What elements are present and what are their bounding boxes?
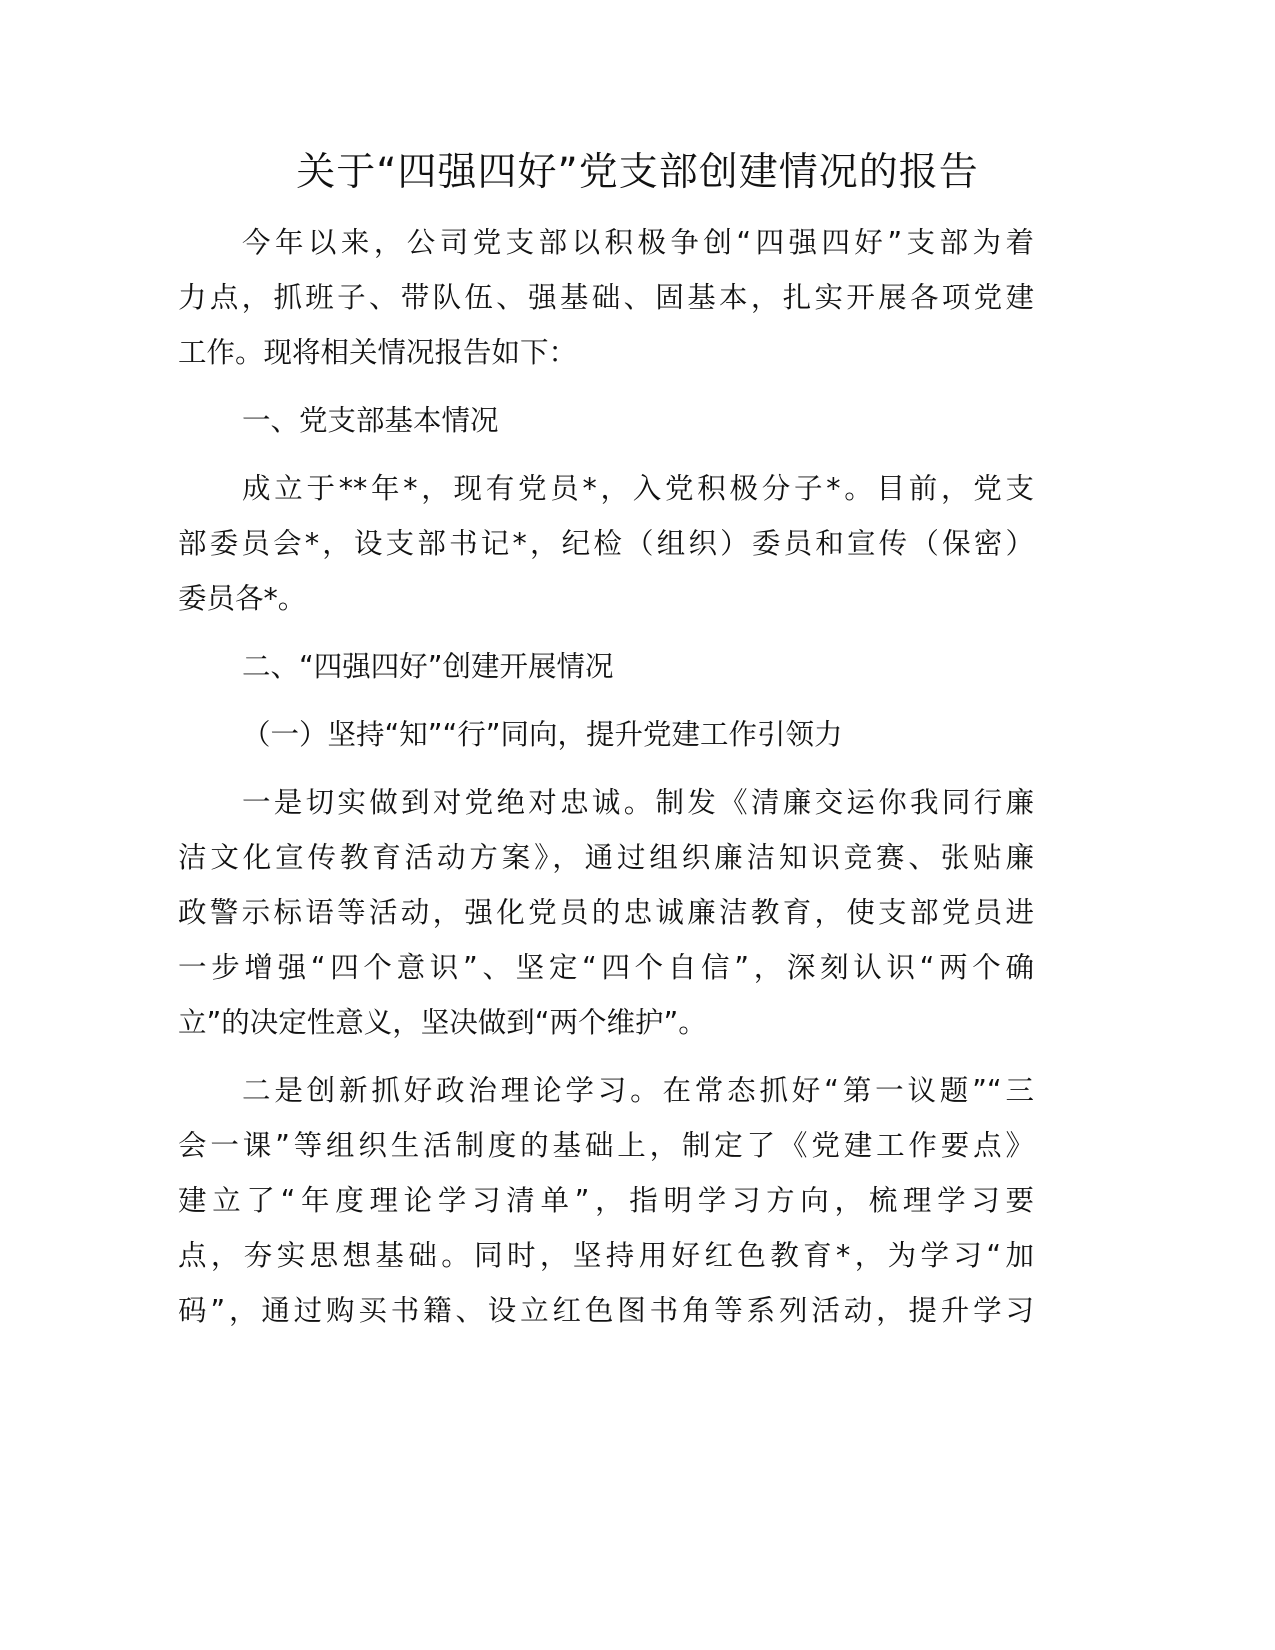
text-line: 政警示标语等活动，强化党员的忠诚廉洁教育，使支部党员进 — [178, 896, 1034, 929]
paragraph — [178, 215, 1034, 380]
document-title: 关于“四强四好”党支部创建情况的报告 — [296, 150, 979, 195]
text-line: 会一课”等组织生活制度的基础上，制定了《党建工作要点》 — [178, 1129, 1034, 1162]
paragraph — [178, 1063, 1034, 1338]
text-line: 成立于**年*，现有党员*，入党积极分子*。目前，党支 — [242, 472, 1034, 505]
text-line: 立”的决定性意义，坚决做到“两个维护”。 — [178, 1006, 707, 1039]
text-line: 力点，抓班子、带队伍、强基础、固基本，扎实开展各项党建 — [178, 281, 1034, 314]
text-line: 建立了“年度理论学习清单”，指明学习方向，梳理学习要 — [178, 1184, 1034, 1217]
text-line: 今年以来，公司党支部以积极争创“四强四好”支部为着 — [242, 226, 1034, 259]
text-line: 洁文化宣传教育活动方案》，通过组织廉洁知识竞赛、张贴廉 — [178, 841, 1034, 874]
paragraph — [178, 639, 1034, 694]
document-body — [178, 215, 1034, 1351]
text-line: 一步增强“四个意识”、坚定“四个自信”，深刻认识“两个确 — [178, 951, 1034, 984]
text-line: 二、“四强四好”创建开展情况 — [242, 650, 614, 683]
text-line: 一是切实做到对党绝对忠诚。制发《清廉交运你我同行廉 — [242, 786, 1034, 819]
text-line: 码”，通过购买书籍、设立红色图书角等系列活动，提升学习 — [178, 1294, 1034, 1327]
text-line: 一、党支部基本情况 — [242, 404, 499, 437]
paragraph — [178, 775, 1034, 1050]
text-line: 二是创新抓好政治理论学习。在常态抓好“第一议题”“三 — [242, 1074, 1034, 1107]
paragraph — [178, 393, 1034, 448]
paragraph — [178, 707, 1034, 762]
text-line: （一）坚持“知”“行”同向，提升党建工作引领力 — [242, 718, 843, 751]
paragraph — [178, 461, 1034, 626]
text-line: 委员各*。 — [178, 582, 307, 615]
text-line: 部委员会*，设支部书记*，纪检（组织）委员和宣传（保密） — [178, 527, 1034, 560]
text-line: 点，夯实思想基础。同时，坚持用好红色教育*，为学习“加 — [178, 1239, 1034, 1272]
text-line: 工作。现将相关情况报告如下： — [178, 336, 578, 369]
